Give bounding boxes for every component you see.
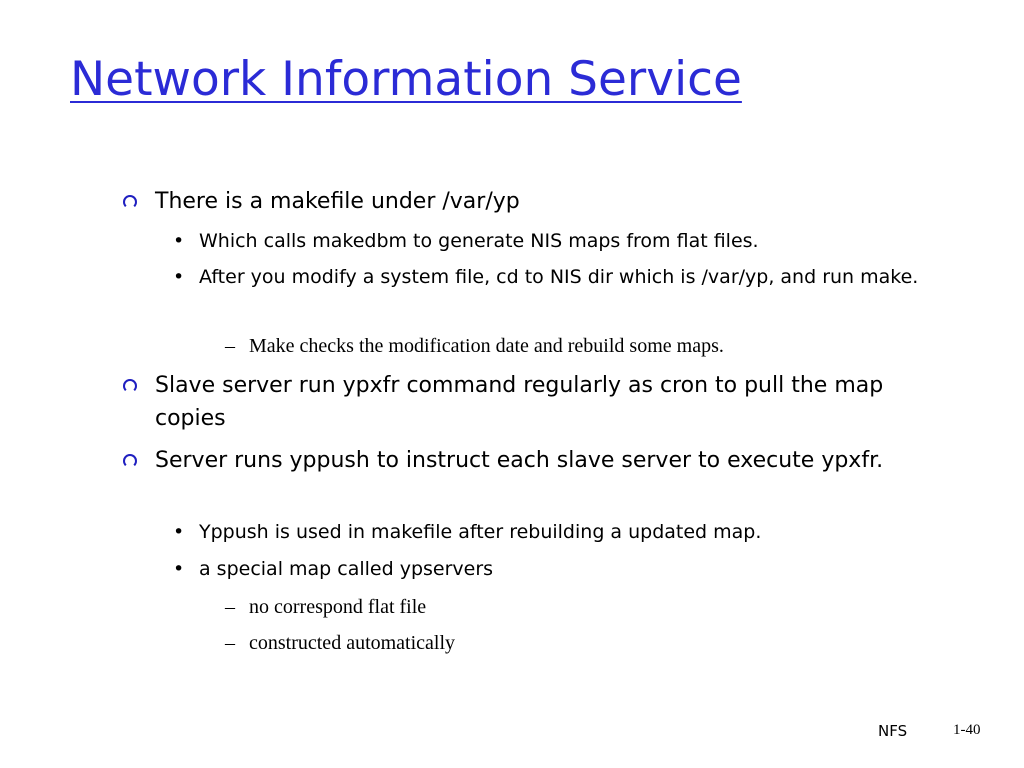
bullet-text: Server runs yppush to instruct each slave server to execute ypxfr. bbox=[155, 448, 884, 473]
bullet-makefile bbox=[155, 185, 925, 218]
dot-bullet-icon: • bbox=[173, 266, 185, 288]
subsub-bullet-constructed bbox=[225, 628, 929, 658]
subsub-bullet-text: constructed automatically bbox=[249, 632, 456, 654]
hollow-circle-bullet-icon bbox=[123, 379, 137, 393]
hollow-circle-bullet-icon bbox=[123, 454, 137, 468]
dot-bullet-icon: • bbox=[173, 558, 185, 580]
sub-bullet-text: Yppush is used in makefile after rebuilding a updated map. bbox=[199, 521, 762, 543]
dash-bullet-icon: – bbox=[225, 596, 235, 618]
dash-bullet-icon: – bbox=[225, 335, 235, 357]
slide-title: Network Information Service bbox=[70, 52, 742, 107]
sub-bullet-text: a special map called ypservers bbox=[199, 558, 494, 580]
subsub-bullet-make-checks bbox=[225, 331, 929, 361]
footer-label: NFS bbox=[878, 722, 908, 740]
sub-bullet-makedbm bbox=[173, 226, 919, 256]
sub-bullet-yppush-makefile bbox=[173, 517, 919, 547]
dot-bullet-icon: • bbox=[173, 521, 185, 543]
sub-bullet-text: After you modify a system file, cd to NIS dir which is /var/yp, and run make. bbox=[199, 266, 919, 288]
dot-bullet-icon: • bbox=[173, 230, 185, 252]
hollow-circle-bullet-icon bbox=[123, 195, 137, 209]
subsub-bullet-text: no correspond flat file bbox=[249, 596, 427, 618]
bullet-text: There is a makefile under /var/yp bbox=[155, 189, 520, 214]
sub-bullet-ypservers bbox=[173, 554, 919, 584]
dash-bullet-icon: – bbox=[225, 632, 235, 654]
subsub-bullet-text: Make checks the modification date and rebuild some maps. bbox=[249, 335, 724, 357]
sub-bullet-text: Which calls makedbm to generate NIS maps from flat files. bbox=[199, 230, 759, 252]
bullet-text: Slave server run ypxfr command regularly as cron to pull the map copies bbox=[155, 373, 884, 431]
bullet-slave-server bbox=[155, 369, 925, 435]
sub-bullet-modify-system-file bbox=[173, 262, 919, 292]
bullet-yppush bbox=[155, 444, 925, 477]
subsub-bullet-no-flat-file bbox=[225, 592, 929, 622]
page-number: 1-40 bbox=[953, 722, 981, 738]
